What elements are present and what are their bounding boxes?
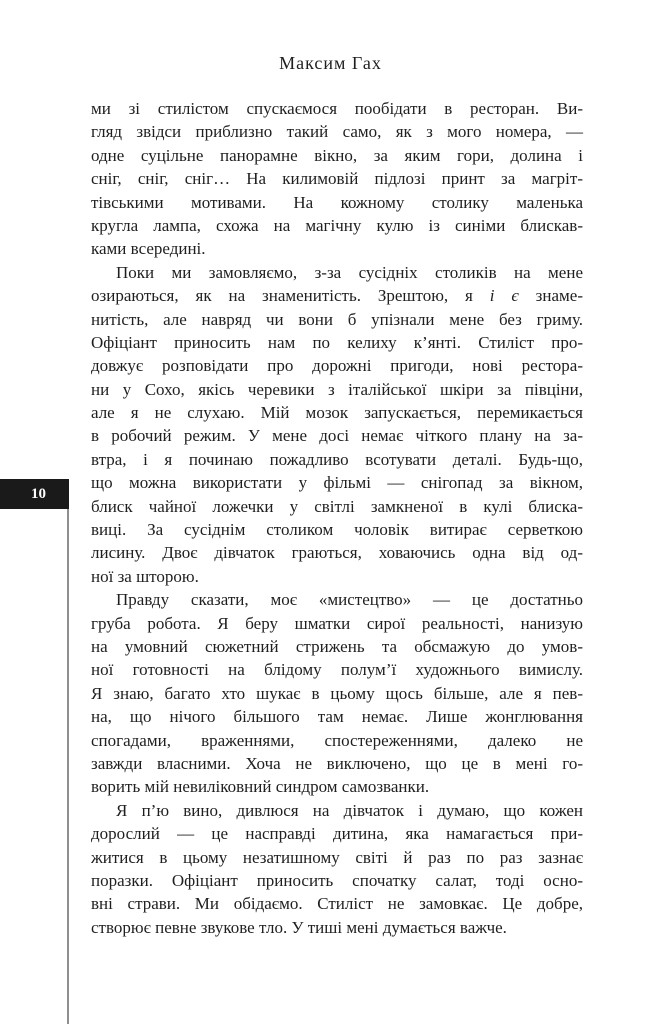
paragraph xyxy=(91,799,583,939)
text-line: втра, і я починаю пожадливо всотувати деталі. Будь-що, xyxy=(91,449,583,469)
text-line: кругла лампа, схожа на магічну кулю із синіми блискав- xyxy=(91,215,583,235)
page-number: 10 xyxy=(31,485,46,502)
text-line: дорослий — це насправді дитина, яка намагається при- xyxy=(91,824,583,844)
text-line: гляд звідси приблизно такий само, як з мого номера, — xyxy=(91,122,583,142)
text-line: довжує розповідати про дорожні пригоди, нові рестора- xyxy=(91,356,583,376)
text-line: завжди власними. Хоча не виключено, що це в мені го- xyxy=(91,753,583,773)
text-line: спогадами, враженнями, спостереженнями, далеко не xyxy=(91,730,583,750)
text-line: лисину. Двоє дівчаток граються, ховаючись одна від од- xyxy=(91,543,583,563)
paragraph xyxy=(91,261,583,588)
text-line: Я п’ю вино, дивлюся на дівчаток і думаю, що кожен xyxy=(116,800,583,820)
text-line: на, що нічого більшого там немає. Лише жонглювання xyxy=(91,707,583,727)
text-line: ками всередині. xyxy=(91,239,206,259)
text-line: створює певне звукове тло. У тиші мені думається важче. xyxy=(91,917,507,937)
body-text xyxy=(91,97,583,939)
text-line: ни у Сохо, якісь черевики з італійської шкіри за півціни, xyxy=(91,379,583,399)
italic-emphasis: і є xyxy=(489,286,519,306)
text-line: Поки ми замовляємо, з-за сусідніх столиків на мене xyxy=(116,262,583,282)
text-line: ної готовності на блідому полум’ї художнього вимислу. xyxy=(91,660,583,680)
text-line: одне суцільне панорамне вікно, за яким гори, долина і xyxy=(91,145,583,165)
text-line: ми зі стилістом спускаємося пообідати в ресторан. Ви- xyxy=(91,99,583,118)
paragraph xyxy=(91,97,583,261)
text-line: ворить мій невиліковний синдром самозванки. xyxy=(91,777,430,797)
text-line: житися в цьому незатишному світі й раз по раз зазнає xyxy=(91,847,583,867)
text-line: тівськими мотивами. На кожному столику маленька xyxy=(91,192,583,212)
text-line: ної за шторою. xyxy=(91,566,199,586)
text-line: поразки. Офіціант приносить спочатку салат, тоді осно- xyxy=(91,870,583,890)
text-line: нитість, але навряд чи вони б упізнали мене без гриму. xyxy=(91,309,583,329)
text-line: озираються, як на знаменитість. Зрештою, я і є знаме- xyxy=(91,286,584,306)
left-margin-rule xyxy=(67,509,69,1024)
paragraph xyxy=(91,588,583,799)
text-line: Правду сказати, моє «мистецтво» — це достатньо xyxy=(116,590,583,610)
text-line: в робочий режим. У мене досі немає чіткого плану на за- xyxy=(91,426,583,446)
text-line: але я не слухаю. Мій мозок запускається, перемикається xyxy=(91,403,583,423)
text-line: Я знаю, багато хто шукає в цьому щось більше, але я пев- xyxy=(91,683,583,703)
text-line: виці. За сусіднім столиком чоловік витирає серветкою xyxy=(91,520,583,540)
text-line: що можна використати у фільмі — снігопад за вікном, xyxy=(91,473,583,493)
text-line: Офіціант приносить нам по келиху к’янті. Стиліст про- xyxy=(91,332,583,352)
running-header-author: Максим Гах xyxy=(279,53,382,73)
text-line: на умовний сюжетний стрижень та обсмажую до умов- xyxy=(91,636,583,656)
page-number-tab xyxy=(0,479,69,509)
text-line: груба робота. Я беру шматки сирої реальності, нанизую xyxy=(91,613,583,633)
text-line: вні страви. Ми обідаємо. Стиліст не замовкає. Це добре, xyxy=(91,894,583,914)
text-line: блиск чайної ложечки у світлі замкненої в кулі блиска- xyxy=(91,496,583,516)
text-line: сніг, сніг, сніг… На килимовій підлозі принт за магріт- xyxy=(91,169,583,189)
